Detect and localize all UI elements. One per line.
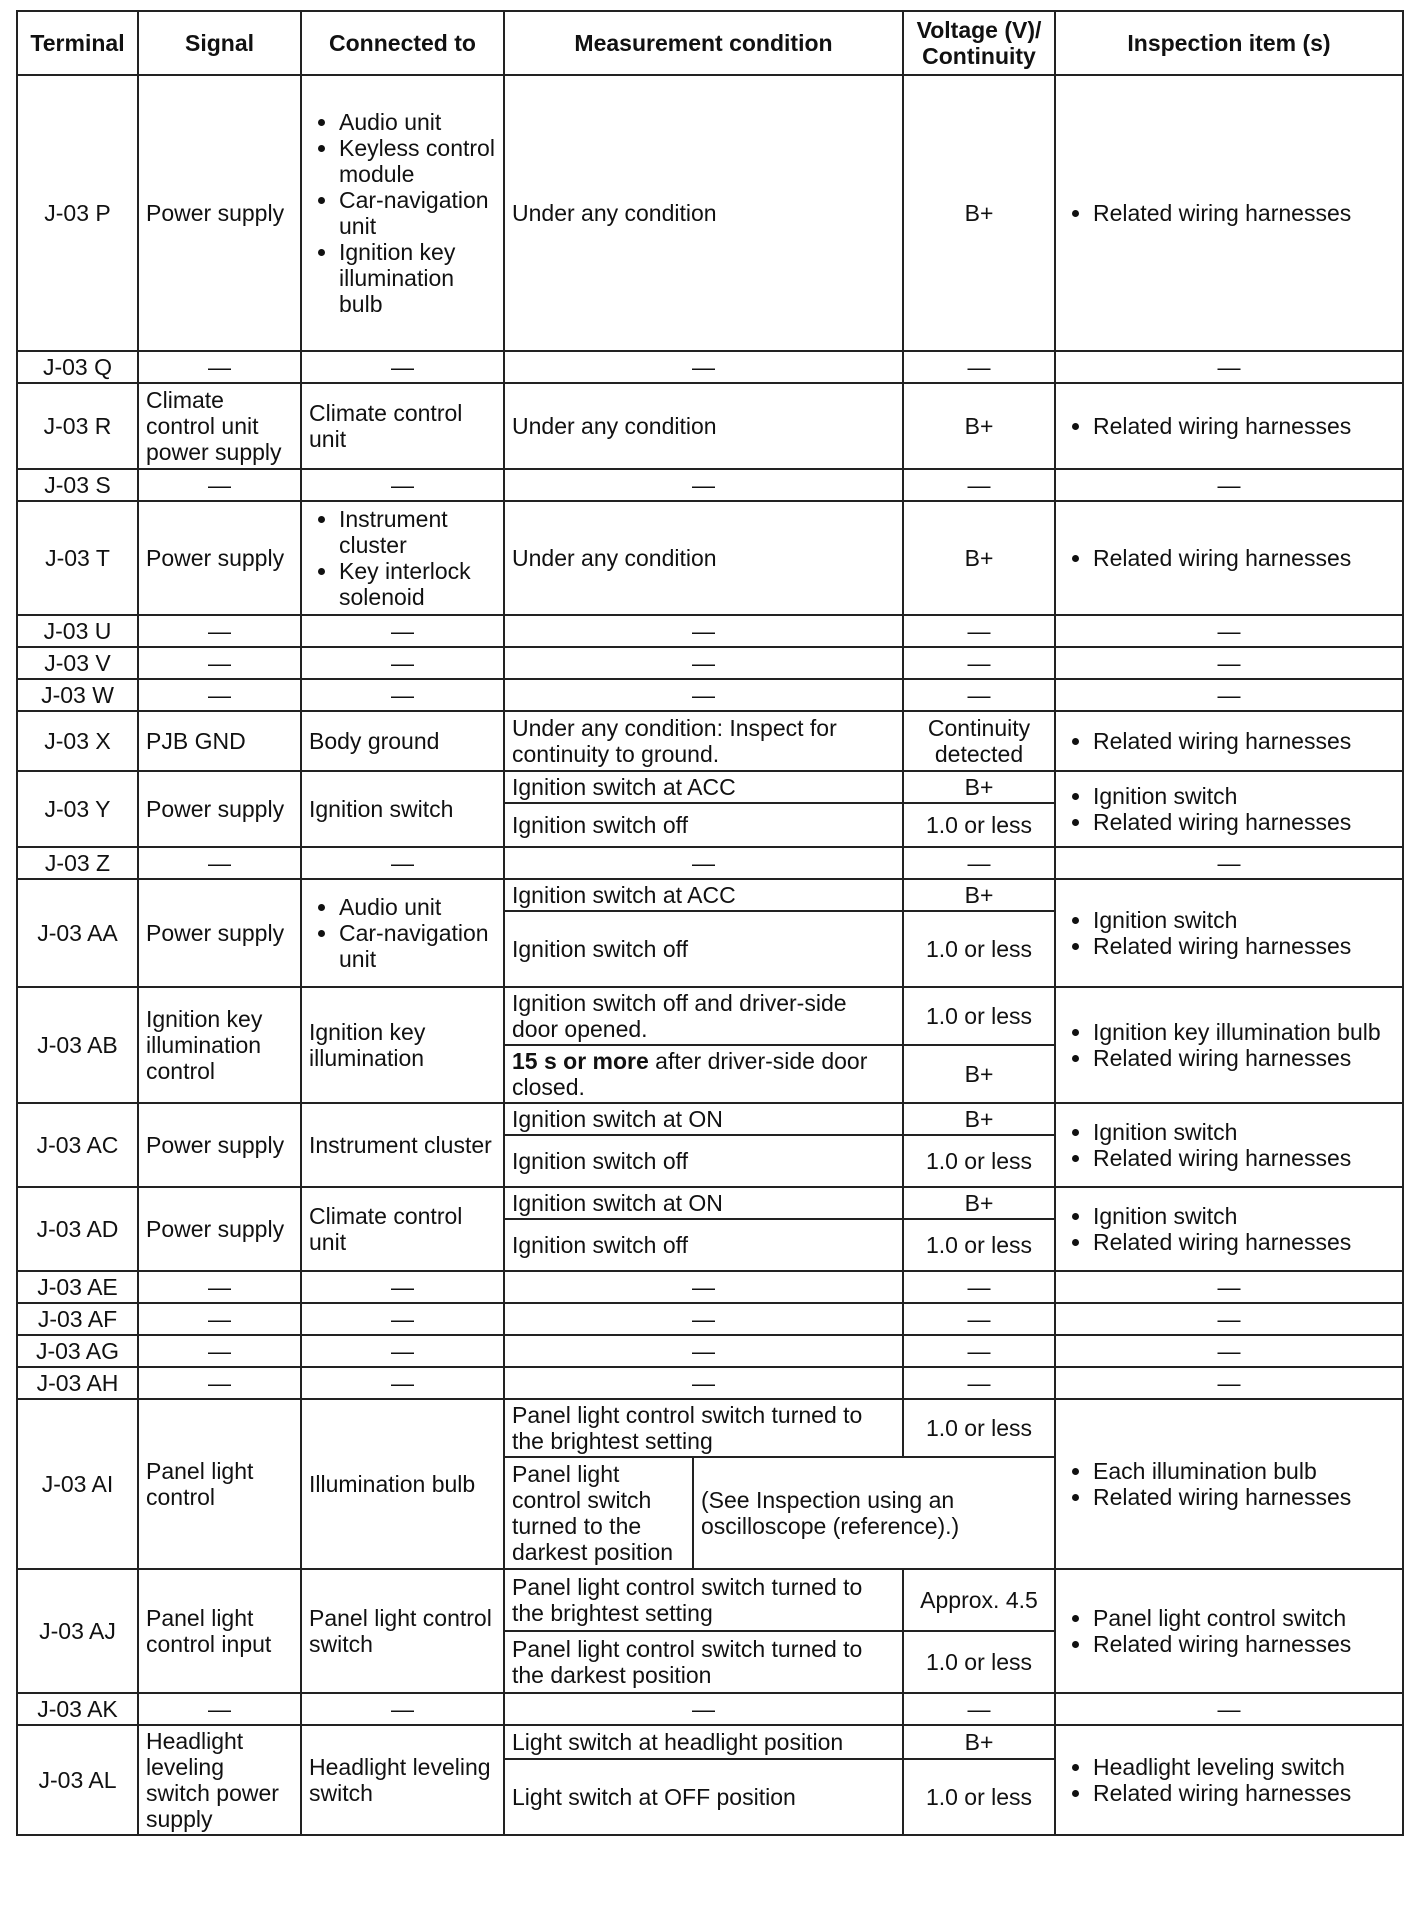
document bbox=[16, 10, 1402, 1836]
list-item: • Related wiring harnesses bbox=[1093, 1780, 1395, 1806]
condition-cell: Ignition switch off and driver-side door opened. bbox=[504, 987, 903, 1045]
terminal-cell: J-03 P bbox=[17, 75, 138, 351]
condition-cell: — bbox=[504, 469, 903, 501]
terminal-cell: J-03 AJ bbox=[17, 1569, 138, 1693]
list-item: • Audio unit bbox=[339, 894, 496, 920]
condition-cell: — bbox=[504, 1303, 903, 1335]
header-voltage: Voltage (V)/ Continuity bbox=[903, 11, 1055, 75]
value-cell: B+ bbox=[903, 383, 1055, 469]
signal-cell: PJB GND bbox=[138, 711, 301, 771]
list-item: • Related wiring harnesses bbox=[1093, 809, 1395, 835]
inspection-cell: — bbox=[1055, 1367, 1403, 1399]
connected-cell: Illumination bulb bbox=[301, 1399, 504, 1569]
connected-cell: — bbox=[301, 1335, 504, 1367]
condition-cell: Ignition switch off bbox=[504, 1219, 903, 1271]
list-item: • Panel light control switch bbox=[1093, 1605, 1395, 1631]
connected-cell bbox=[301, 879, 504, 987]
condition-cell: — bbox=[504, 847, 903, 879]
connected-cell bbox=[301, 501, 504, 615]
value-cell: B+ bbox=[903, 1187, 1055, 1219]
list-item: • Related wiring harnesses bbox=[1093, 413, 1395, 439]
list-item: • Related wiring harnesses bbox=[1093, 1484, 1395, 1510]
inspection-cell bbox=[1055, 383, 1403, 469]
list-item: • Ignition key illumination bulb bbox=[339, 239, 496, 317]
connected-cell: Ignition key illumination bbox=[301, 987, 504, 1103]
table-row bbox=[17, 879, 1403, 911]
condition-cell: Ignition switch at ACC bbox=[504, 771, 903, 803]
condition-cell: Under any condition: Inspect for continuity to ground. bbox=[504, 711, 903, 771]
inspection-cell bbox=[1055, 501, 1403, 615]
table-row bbox=[17, 75, 1403, 351]
header-row bbox=[17, 11, 1403, 75]
connected-cell: Body ground bbox=[301, 711, 504, 771]
connected-cell: — bbox=[301, 1367, 504, 1399]
value-cell: 1.0 or less bbox=[903, 1631, 1055, 1693]
signal-cell: — bbox=[138, 1367, 301, 1399]
condition-cell: — bbox=[504, 1693, 903, 1725]
inspection-cell bbox=[1055, 75, 1403, 351]
table-row bbox=[17, 1725, 1403, 1759]
signal-cell: Climate control unit power supply bbox=[138, 383, 301, 469]
connected-cell: — bbox=[301, 1303, 504, 1335]
condition-cell: — bbox=[504, 1271, 903, 1303]
terminal-cell: J-03 V bbox=[17, 647, 138, 679]
signal-cell: Panel light control input bbox=[138, 1569, 301, 1693]
inspection-list bbox=[1063, 1458, 1395, 1510]
inspection-cell bbox=[1055, 879, 1403, 987]
value-cell: Approx. 4.5 bbox=[903, 1569, 1055, 1631]
terminal-cell: J-03 R bbox=[17, 383, 138, 469]
terminal-cell: J-03 AA bbox=[17, 879, 138, 987]
value-cell: 1.0 or less bbox=[903, 1759, 1055, 1835]
inspection-cell bbox=[1055, 1399, 1403, 1569]
connected-cell: Climate control unit bbox=[301, 383, 504, 469]
inspection-cell: — bbox=[1055, 847, 1403, 879]
list-item: • Related wiring harnesses bbox=[1093, 1145, 1395, 1171]
inspection-cell: — bbox=[1055, 647, 1403, 679]
condition-cell: Under any condition bbox=[504, 75, 903, 351]
table-row bbox=[17, 1693, 1403, 1725]
signal-cell: Power supply bbox=[138, 1103, 301, 1187]
terminal-cell: J-03 AB bbox=[17, 987, 138, 1103]
value-cell: 1.0 or less bbox=[903, 803, 1055, 847]
table-row bbox=[17, 615, 1403, 647]
signal-cell: — bbox=[138, 647, 301, 679]
terminal-cell: J-03 AF bbox=[17, 1303, 138, 1335]
value-cell: — bbox=[903, 615, 1055, 647]
inspection-cell: — bbox=[1055, 679, 1403, 711]
condition-cell: Panel light control switch turned to the darkest position bbox=[504, 1631, 903, 1693]
header-connected: Connected to bbox=[301, 11, 504, 75]
list-item: • Related wiring harnesses bbox=[1093, 1631, 1395, 1657]
table-row bbox=[17, 501, 1403, 615]
terminal-cell: J-03 Z bbox=[17, 847, 138, 879]
terminal-cell: J-03 X bbox=[17, 711, 138, 771]
inspection-list bbox=[1063, 1019, 1395, 1071]
connected-cell: Headlight leveling switch bbox=[301, 1725, 504, 1835]
inspection-list bbox=[1063, 1605, 1395, 1657]
list-item: • Related wiring harnesses bbox=[1093, 1045, 1395, 1071]
table-row bbox=[17, 1187, 1403, 1219]
inspection-cell bbox=[1055, 771, 1403, 847]
condition-cell: Under any condition bbox=[504, 383, 903, 469]
inspection-cell: — bbox=[1055, 1335, 1403, 1367]
condition-cell: Ignition switch off bbox=[504, 1135, 903, 1187]
inspection-cell bbox=[1055, 1569, 1403, 1693]
value-cell: — bbox=[903, 679, 1055, 711]
value-cell: B+ bbox=[903, 501, 1055, 615]
value-cell: B+ bbox=[903, 1103, 1055, 1135]
value-cell: 1.0 or less bbox=[903, 1219, 1055, 1271]
value-cell: — bbox=[903, 1693, 1055, 1725]
table-row bbox=[17, 1103, 1403, 1135]
list-item: • Ignition switch bbox=[1093, 783, 1395, 809]
table-row bbox=[17, 1569, 1403, 1631]
value-cell: 1.0 or less bbox=[903, 1399, 1055, 1457]
value-cell: — bbox=[903, 647, 1055, 679]
terminal-cell: J-03 AI bbox=[17, 1399, 138, 1569]
table-row bbox=[17, 771, 1403, 803]
connected-cell: — bbox=[301, 647, 504, 679]
inspection-list bbox=[1063, 545, 1395, 571]
value-cell: B+ bbox=[903, 879, 1055, 911]
list-item: • Car-navigation unit bbox=[339, 920, 496, 972]
condition-cell: — bbox=[504, 615, 903, 647]
value-cell: B+ bbox=[903, 75, 1055, 351]
condition-cell: Ignition switch at ON bbox=[504, 1103, 903, 1135]
inspection-list bbox=[1063, 1203, 1395, 1255]
connected-cell: Instrument cluster bbox=[301, 1103, 504, 1187]
list-item: • Audio unit bbox=[339, 109, 496, 135]
terminal-cell: J-03 AK bbox=[17, 1693, 138, 1725]
connected-cell: — bbox=[301, 1693, 504, 1725]
condition-cell bbox=[504, 1045, 903, 1103]
inspection-cell bbox=[1055, 1187, 1403, 1271]
terminal-cell: J-03 AC bbox=[17, 1103, 138, 1187]
signal-cell: — bbox=[138, 1693, 301, 1725]
signal-cell: — bbox=[138, 615, 301, 647]
condition-cell: — bbox=[504, 351, 903, 383]
value-cell: 1.0 or less bbox=[903, 987, 1055, 1045]
connected-list bbox=[309, 109, 496, 317]
value-cell: 1.0 or less bbox=[903, 1135, 1055, 1187]
value-cell: — bbox=[903, 847, 1055, 879]
condition-cell: Panel light control switch turned to the brightest setting bbox=[504, 1399, 903, 1457]
table-row bbox=[17, 647, 1403, 679]
connected-cell: — bbox=[301, 469, 504, 501]
table-row bbox=[17, 1399, 1403, 1457]
connected-cell bbox=[301, 75, 504, 351]
table-row bbox=[17, 1271, 1403, 1303]
table-row bbox=[17, 847, 1403, 879]
inspection-list bbox=[1063, 907, 1395, 959]
connected-cell: Climate control unit bbox=[301, 1187, 504, 1271]
signal-cell: Headlight leveling switch power supply bbox=[138, 1725, 301, 1835]
connected-cell: — bbox=[301, 351, 504, 383]
condition-cell: Ignition switch at ACC bbox=[504, 879, 903, 911]
connected-cell: Ignition switch bbox=[301, 771, 504, 847]
condition-cell: Light switch at OFF position bbox=[504, 1759, 903, 1835]
inspection-cell bbox=[1055, 1725, 1403, 1835]
condition-cell: Ignition switch off bbox=[504, 803, 903, 847]
signal-cell: Power supply bbox=[138, 879, 301, 987]
terminal-cell: J-03 AE bbox=[17, 1271, 138, 1303]
condition-cell: Panel light control switch turned to the darkest position bbox=[504, 1457, 693, 1569]
terminal-table bbox=[16, 10, 1404, 1836]
list-item: • Car-navigation unit bbox=[339, 187, 496, 239]
table-row bbox=[17, 679, 1403, 711]
inspection-cell: — bbox=[1055, 1693, 1403, 1725]
terminal-cell: J-03 S bbox=[17, 469, 138, 501]
condition-emphasis: 15 s or more bbox=[512, 1048, 649, 1074]
inspection-list bbox=[1063, 1119, 1395, 1171]
value-cell: — bbox=[903, 1335, 1055, 1367]
signal-cell: Power supply bbox=[138, 1187, 301, 1271]
value-cell: — bbox=[903, 351, 1055, 383]
connected-list bbox=[309, 894, 496, 972]
inspection-list bbox=[1063, 413, 1395, 439]
terminal-cell: J-03 AG bbox=[17, 1335, 138, 1367]
inspection-cell: — bbox=[1055, 469, 1403, 501]
value-cell: 1.0 or less bbox=[903, 911, 1055, 987]
list-item: • Related wiring harnesses bbox=[1093, 1229, 1395, 1255]
inspection-cell: — bbox=[1055, 1303, 1403, 1335]
condition-cell: Panel light control switch turned to the brightest setting bbox=[504, 1569, 903, 1631]
value-cell: — bbox=[903, 1367, 1055, 1399]
value-cell: Continuity detected bbox=[903, 711, 1055, 771]
terminal-cell: J-03 AL bbox=[17, 1725, 138, 1835]
signal-cell: Power supply bbox=[138, 75, 301, 351]
terminal-cell: J-03 T bbox=[17, 501, 138, 615]
table-row bbox=[17, 1335, 1403, 1367]
condition-cell: — bbox=[504, 679, 903, 711]
connected-cell: — bbox=[301, 679, 504, 711]
inspection-list bbox=[1063, 728, 1395, 754]
value-cell: — bbox=[903, 1303, 1055, 1335]
value-cell: — bbox=[903, 1271, 1055, 1303]
inspection-cell bbox=[1055, 711, 1403, 771]
list-item: • Keyless control module bbox=[339, 135, 496, 187]
list-item: • Ignition switch bbox=[1093, 907, 1395, 933]
signal-cell: Power supply bbox=[138, 771, 301, 847]
condition-text: after driver-side door closed. bbox=[512, 1048, 868, 1100]
signal-cell: — bbox=[138, 847, 301, 879]
condition-cell: Light switch at headlight position bbox=[504, 1725, 903, 1759]
signal-cell: Panel light control bbox=[138, 1399, 301, 1569]
table-row bbox=[17, 711, 1403, 771]
terminal-cell: J-03 U bbox=[17, 615, 138, 647]
value-cell: B+ bbox=[903, 1045, 1055, 1103]
list-item: • Headlight leveling switch bbox=[1093, 1754, 1395, 1780]
list-item: • Key interlock solenoid bbox=[339, 558, 496, 610]
connected-cell: — bbox=[301, 1271, 504, 1303]
condition-cell: — bbox=[504, 1367, 903, 1399]
header-inspection: Inspection item (s) bbox=[1055, 11, 1403, 75]
terminal-cell: J-03 AH bbox=[17, 1367, 138, 1399]
inspection-cell bbox=[1055, 987, 1403, 1103]
table-row bbox=[17, 1367, 1403, 1399]
table-row bbox=[17, 383, 1403, 469]
list-item: • Related wiring harnesses bbox=[1093, 933, 1395, 959]
list-item: • Related wiring harnesses bbox=[1093, 545, 1395, 571]
terminal-cell: J-03 AD bbox=[17, 1187, 138, 1271]
table-row bbox=[17, 987, 1403, 1045]
connected-cell: — bbox=[301, 847, 504, 879]
list-item: • Ignition key illumination bulb bbox=[1093, 1019, 1395, 1045]
inspection-cell: — bbox=[1055, 615, 1403, 647]
terminal-cell: J-03 W bbox=[17, 679, 138, 711]
value-cell: B+ bbox=[903, 1725, 1055, 1759]
signal-cell: — bbox=[138, 679, 301, 711]
condition-cell: — bbox=[504, 647, 903, 679]
signal-cell: — bbox=[138, 1303, 301, 1335]
condition-cell: Under any condition bbox=[504, 501, 903, 615]
header-terminal: Terminal bbox=[17, 11, 138, 75]
inspection-list bbox=[1063, 1754, 1395, 1806]
inspection-list bbox=[1063, 200, 1395, 226]
signal-cell: Ignition key illumination control bbox=[138, 987, 301, 1103]
signal-cell: — bbox=[138, 1271, 301, 1303]
table-row bbox=[17, 1303, 1403, 1335]
list-item: • Each illumination bulb bbox=[1093, 1458, 1395, 1484]
inspection-cell bbox=[1055, 1103, 1403, 1187]
connected-cell: Panel light control switch bbox=[301, 1569, 504, 1693]
inspection-list bbox=[1063, 783, 1395, 835]
signal-cell: Power supply bbox=[138, 501, 301, 615]
inspection-cell: — bbox=[1055, 1271, 1403, 1303]
list-item: • Ignition switch bbox=[1093, 1203, 1395, 1229]
signal-cell: — bbox=[138, 469, 301, 501]
condition-cell: — bbox=[504, 1335, 903, 1367]
list-item: • Related wiring harnesses bbox=[1093, 200, 1395, 226]
value-cell: — bbox=[903, 469, 1055, 501]
connected-list bbox=[309, 506, 496, 610]
signal-cell: — bbox=[138, 1335, 301, 1367]
header-signal: Signal bbox=[138, 11, 301, 75]
table-row bbox=[17, 351, 1403, 383]
terminal-cell: J-03 Y bbox=[17, 771, 138, 847]
list-item: • Instrument cluster bbox=[339, 506, 496, 558]
list-item: • Ignition switch bbox=[1093, 1119, 1395, 1145]
connected-cell: — bbox=[301, 615, 504, 647]
list-item: • Related wiring harnesses bbox=[1093, 728, 1395, 754]
inspection-cell: — bbox=[1055, 351, 1403, 383]
terminal-cell: J-03 Q bbox=[17, 351, 138, 383]
condition-cell: Ignition switch off bbox=[504, 911, 903, 987]
header-measurement: Measurement condition bbox=[504, 11, 903, 75]
signal-cell: — bbox=[138, 351, 301, 383]
value-cell: B+ bbox=[903, 771, 1055, 803]
oscilloscope-note: (See Inspection using an oscilloscope (reference).) bbox=[693, 1457, 1055, 1569]
condition-cell: Ignition switch at ON bbox=[504, 1187, 903, 1219]
table-row bbox=[17, 469, 1403, 501]
